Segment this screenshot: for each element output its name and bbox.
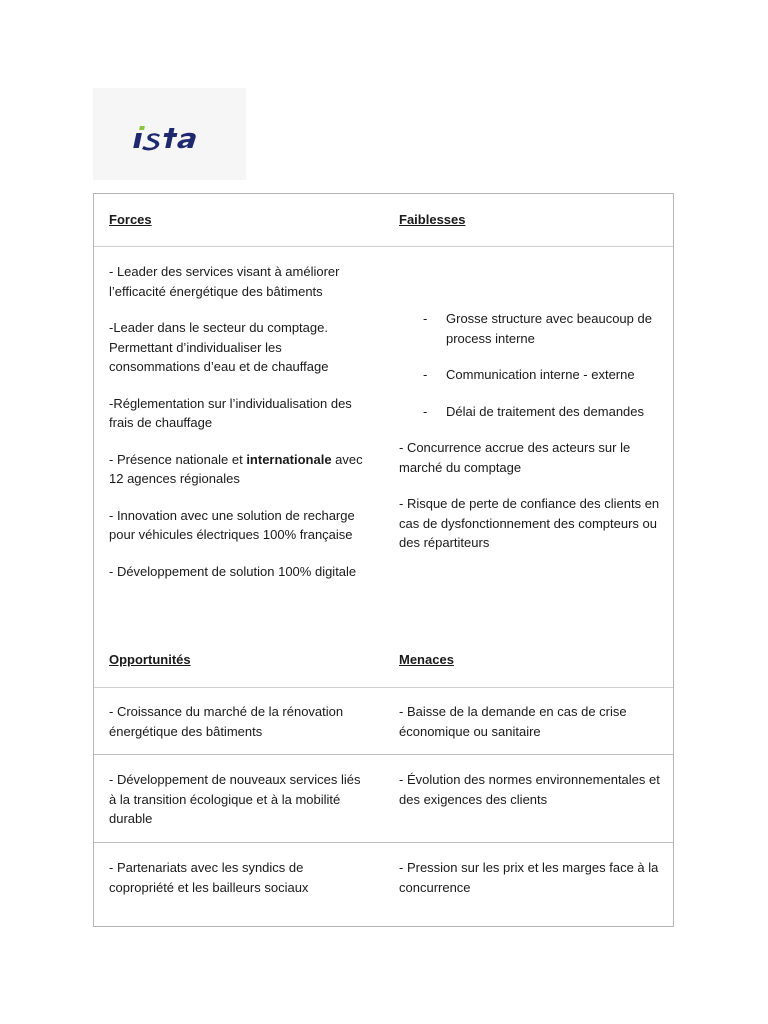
menaces-row: - Baisse de la demande en cas de crise économique ou sanitaire bbox=[399, 704, 627, 739]
swot-table bbox=[93, 193, 674, 927]
forces-item: - Développement de solution 100% digitale bbox=[109, 563, 357, 579]
faiblesses-list bbox=[399, 309, 664, 553]
opportunites-row: - Croissance du marché de la rénovation énergétique des bâtiments bbox=[109, 704, 344, 739]
faiblesses-bullets bbox=[399, 309, 664, 421]
divider bbox=[94, 842, 673, 843]
menaces-row: - Pression sur les prix et les marges face à la concurrence bbox=[399, 860, 659, 895]
menaces-heading: Menaces bbox=[399, 652, 454, 667]
faiblesses-item: - Risque de perte de confiance des clients en cas de dysfonctionnement des compteurs ou des répartiteurs bbox=[399, 496, 660, 550]
menaces-row: - Évolution des normes environnementales et des exigences des clients bbox=[399, 772, 660, 807]
ista-logo bbox=[93, 88, 246, 180]
faiblesses-bullet: - Délai de traitement des demandes bbox=[399, 402, 664, 422]
faiblesses-heading: Faiblesses bbox=[399, 212, 466, 227]
faiblesses-bullet: - Communication interne - externe bbox=[399, 365, 664, 385]
forces-list bbox=[109, 262, 369, 581]
opportunites-row: - Développement de nouveaux services liés à la transition écologique et à la mobilité durable bbox=[109, 772, 361, 826]
faiblesses-item: - Concurrence accrue des acteurs sur le marché du comptage bbox=[399, 440, 631, 475]
divider bbox=[94, 754, 673, 755]
forces-item: - Innovation avec une solution de recharge pour véhicules électriques 100% française bbox=[109, 507, 355, 542]
forces-item: - Leader des services visant à améliorer l’efficacité énergétique des bâtiments bbox=[109, 264, 340, 299]
divider bbox=[94, 687, 673, 688]
faiblesses-bullet: - Grosse structure avec beaucoup de process interne bbox=[399, 309, 664, 348]
forces-item: -Leader dans le secteur du comptage. Permettant d’individualiser les consommations d’eau et de chauffage bbox=[109, 320, 329, 374]
opportunites-row: - Partenariats avec les syndics de copropriété et les bailleurs sociaux bbox=[109, 860, 309, 895]
forces-item: - Présence nationale et internationale avec 12 agences régionales bbox=[109, 451, 363, 486]
divider bbox=[94, 246, 673, 247]
forces-item: -Réglementation sur l’individualisation des frais de chauffage bbox=[109, 395, 352, 430]
ista-logo-mark bbox=[93, 88, 246, 180]
opportunites-heading: Opportunités bbox=[109, 652, 191, 667]
forces-heading: Forces bbox=[109, 212, 152, 227]
